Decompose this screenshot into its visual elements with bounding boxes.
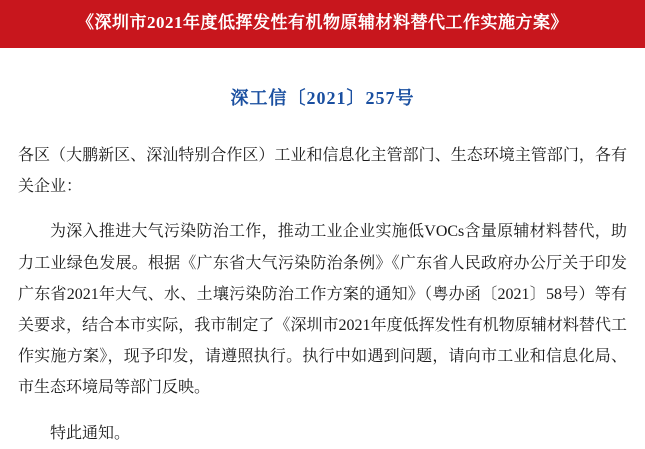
paragraph-spacer — [18, 206, 627, 216]
body-paragraph-1: 为深入推进大气污染防治工作，推动工业企业实施低VOCs含量原辅材料替代，助力工业绿色发展。根据《广东省大气污染防治条例》《广东省人民政府办公厅关于印发广东省2021年大气、水、土壤污染防治工作方案的通知》（粤办函〔2021〕58号）等有关要求，结合本市实际，我市制定了《深圳市2021年度低挥发性有机物原辅材料替代工作实施方案》，现予印发，请遵照执行。执行中如遇到问题，请向市工业和信息化局、市生态环境局等部门反映。 — [18, 223, 627, 397]
document-banner — [0, 0, 645, 48]
banner-title: 《深圳市2021年度低挥发性有机物原辅材料替代工作实施方案》 — [77, 13, 568, 32]
document-body — [0, 84, 645, 449]
document-number: 深工信〔2021〕257号 — [230, 88, 415, 109]
body-paragraph-2: 特此通知。 — [50, 424, 131, 442]
recipients-line: 各区（大鹏新区、深汕特别合作区）工业和信息化主管部门、生态环境主管部门，各有关企业： — [18, 147, 627, 196]
paragraph-spacer-2 — [18, 408, 627, 418]
